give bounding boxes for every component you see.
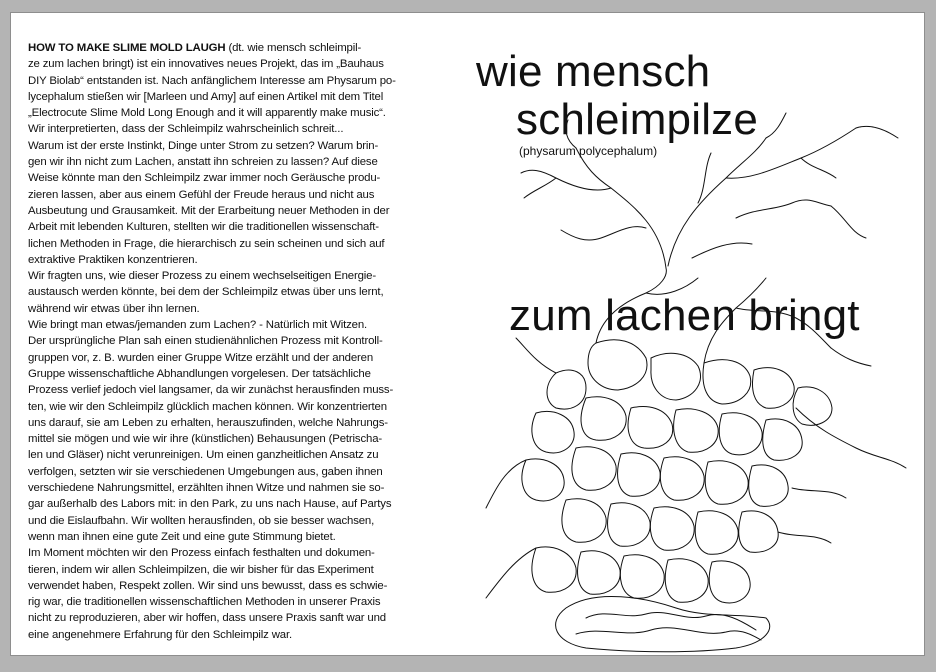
- body-line: gruppen vor, z. B. wurden einer Gruppe Witze erzählt und der anderen: [28, 351, 374, 364]
- body-line: rig war, die traditionellen wissenschaftlichen Methoden in unserer Praxis: [28, 596, 381, 609]
- body-line: ze zum lachen bringt) ist ein innovatives neues Projekt, das im „Bauhaus: [28, 58, 384, 71]
- body-line: len und Gläser) nicht verunreinigen. Um einen ganzheitlichen Ansatz zu: [28, 449, 379, 462]
- body-line: gar außerhalb des Labors mit: in den Park, zu uns nach Hause, auf Partys: [28, 498, 392, 511]
- body-line: ten, wie wir den Schleimpilz glücklich machen können. Wir konzentrierten: [28, 400, 387, 413]
- body-line: Prozess verlief jedoch viel langsamer, da wir zunächst herausfinden muss-: [28, 384, 394, 397]
- body-line: gen wir ihn nicht zum Lachen, anstatt ihn schreien zu lassen? Auf diese: [28, 156, 378, 169]
- body-line: Gruppe wissenschaftliche Abhandlungen vorgelesen. Der tatsächliche: [28, 367, 371, 380]
- body-line-text: (dt. wie mensch schleimpil-: [225, 42, 362, 54]
- body-line: tieren, indem wir allen Schleimpilzen, die wir bisher für das Experiment: [28, 563, 374, 576]
- body-line: Im Moment möchten wir den Prozess einfach festhalten und dokumen-: [28, 547, 375, 560]
- body-line: Wir fragten uns, wie dieser Prozess zu einem wechselseitigen Energie-: [28, 270, 376, 283]
- body-line: mittel sie mögen und wie wir ihre (künstlichen) Behausungen (Petrischa-: [28, 433, 383, 446]
- body-line: während wir etwas über ihn lernen.: [28, 302, 200, 315]
- body-line: austausch werden könnte, bei dem der Schleimpilz etwas über uns lernt,: [28, 286, 384, 299]
- body-line: und die Eislaufbahn. Wir wollten herausfinden, ob sie besser wachsen,: [28, 514, 375, 527]
- body-line: nicht zu reproduzieren, aber wir hoffen, dass unsere Praxis sanft war und: [28, 612, 386, 625]
- headline-line-2: schleimpilze: [516, 95, 759, 144]
- body-line: verfolgen, setzten wir sie verschiedenen Umgebungen aus, gaben ihnen: [28, 465, 383, 478]
- slime-mold-illustration: [436, 108, 925, 656]
- article-body: [28, 40, 456, 643]
- body-line: verwendet haben, Respekt zollen. Wir sind uns bewusst, dass es schwie-: [28, 579, 388, 592]
- body-line: Wie bringt man etwas/jemanden zum Lachen? - Natürlich mit Witzen.: [28, 319, 368, 332]
- body-line: lycephalum stießen wir [Marleen und Amy] auf einen Artikel mit dem Titel: [28, 90, 384, 103]
- body-line: eine angenehmere Erfahrung für den Schleimpilz war.: [28, 628, 292, 641]
- body-line: uns darauf, sie am Leben zu erhalten, herauszufinden, welche Nahrungs-: [28, 416, 388, 429]
- body-line: wenn man ihnen eine gute Zeit und eine gute Stimmung bietet.: [28, 530, 336, 543]
- body-line: Ausbeutung und Grausamkeit. Mit der Erarbeitung neuer Methoden in der: [28, 204, 390, 217]
- body-line: Wir interpretierten, dass der Schleimpilz wahrscheinlich schreit...: [28, 123, 344, 136]
- headline-line-1: wie mensch: [476, 47, 711, 96]
- species-subtitle: (physarum polycephalum): [519, 144, 658, 158]
- body-line: extraktive Praktiken konzentrieren.: [28, 253, 198, 266]
- headline-line-3: zum lachen bringt: [509, 291, 860, 340]
- body-line: [28, 40, 456, 56]
- body-line: Arbeit mit lebenden Kulturen, stellten wir die traditionellen wissenschaft-: [28, 221, 379, 234]
- body-line: Weise könnte man den Schleimpilz zwar immer noch Geräusche produ-: [28, 172, 381, 185]
- body-line: zieren lassen, aber aus einem Gefühl der Freude heraus und nicht aus: [28, 188, 375, 201]
- article-lead-title: HOW TO MAKE SLIME MOLD LAUGH: [28, 42, 226, 54]
- document-page: [10, 12, 925, 656]
- body-line: DIY Biolab“ entstanden ist. Nach anfänglichem Interesse am Physarum po-: [28, 74, 396, 87]
- body-line: Warum ist der erste Instinkt, Dinge unter Strom zu setzen? Warum brin-: [28, 139, 379, 152]
- body-line: „Electrocute Slime Mold Long Enough and it will apparently make music“.: [28, 107, 386, 120]
- body-line: lichen Methoden in Frage, die hierarchisch zu sein scheinen und sich auf: [28, 237, 385, 250]
- body-line: verschiedene Nahrungsmittel, erzählten ihnen Witze und nahmen sie so-: [28, 482, 385, 495]
- body-line: Der ursprüngliche Plan sah einen studienähnlichen Prozess mit Kontroll-: [28, 335, 383, 348]
